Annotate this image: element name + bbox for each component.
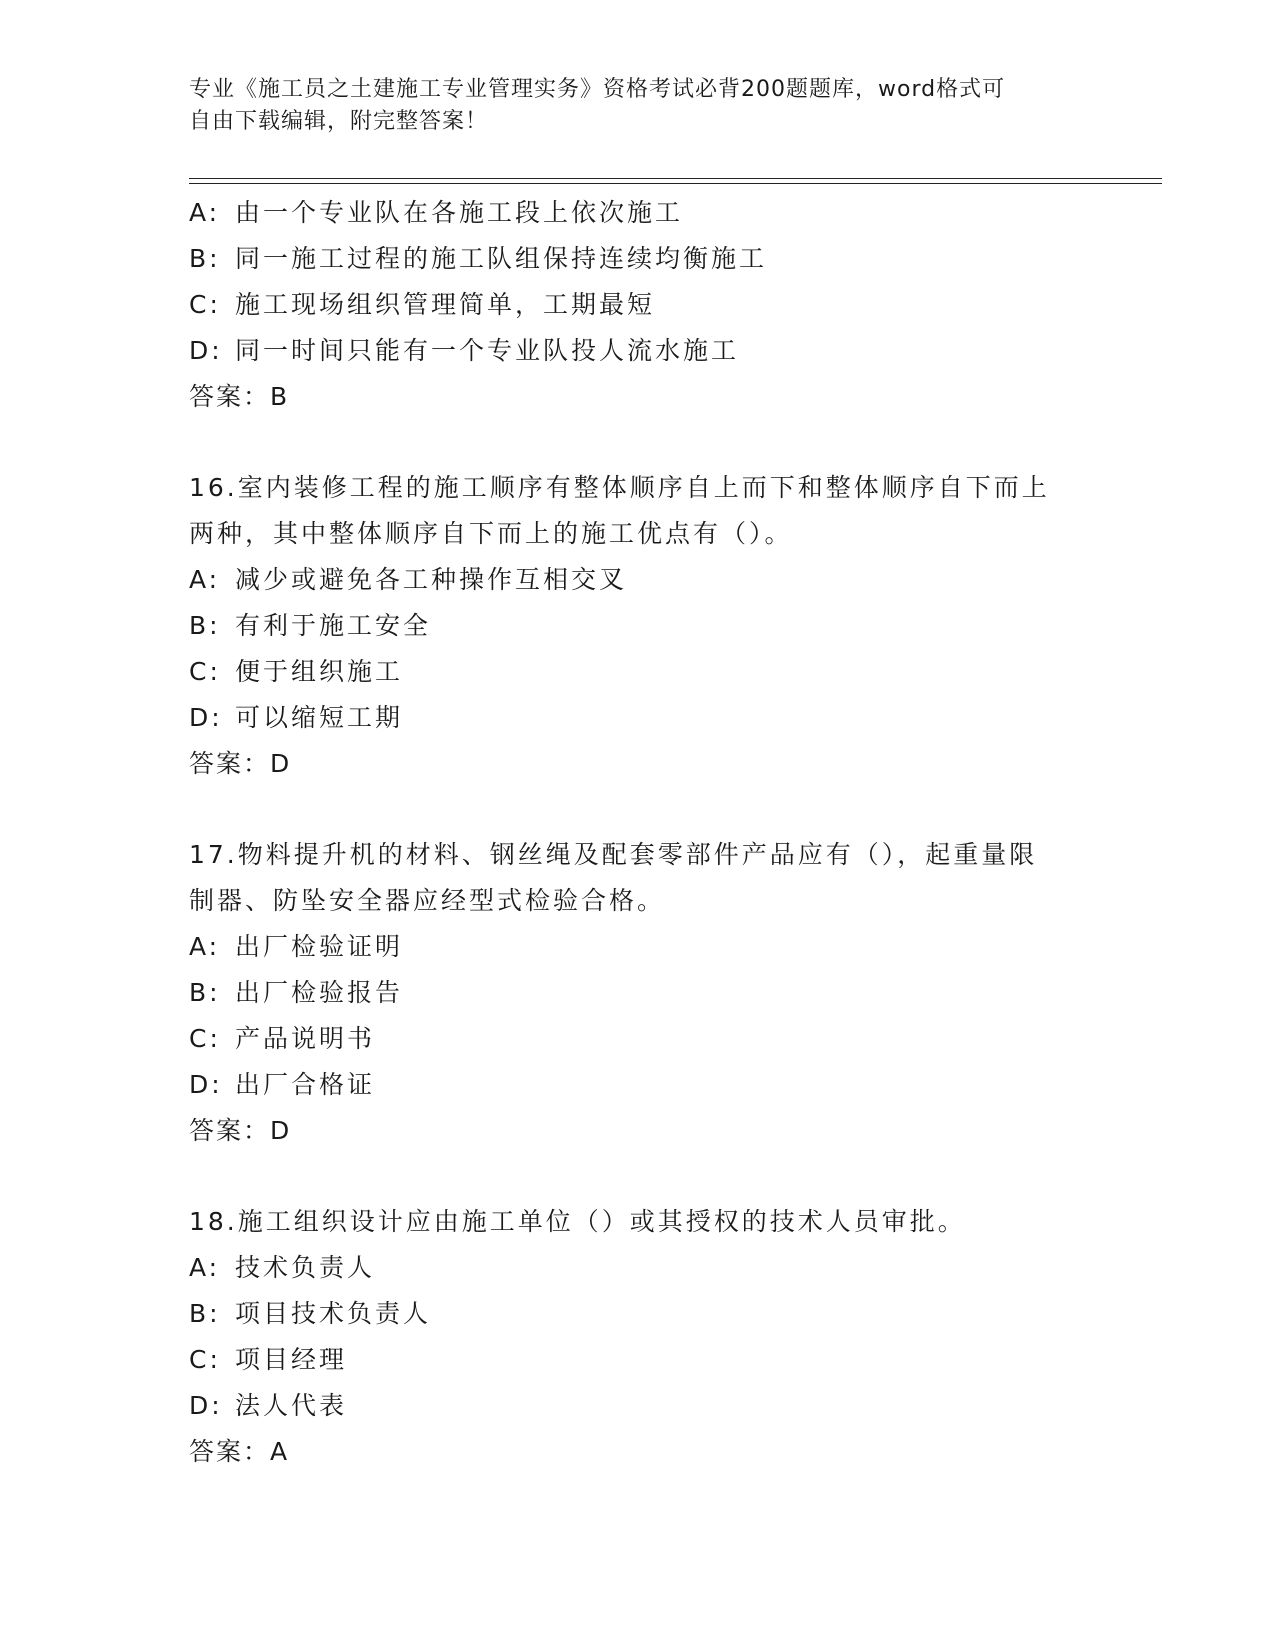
option-letter: C: [189,1024,221,1053]
option-letter: C: [189,657,221,686]
option-text: 由一个专业队在各施工段上依次施工 [235,198,684,227]
spacer [189,1154,1109,1199]
option-text: 便于组织施工 [235,657,404,686]
option-letter: B: [189,1299,221,1328]
answer: 答案：D [189,1116,292,1145]
option-text: 出厂检验报告 [235,978,404,1007]
question-stem-line-1: 18.施工组织设计应由施工单位（）或其授权的技术人员审批。 [189,1207,966,1236]
option-text: 法人代表 [235,1391,348,1420]
question-stem-line-2: 制器、防坠安全器应经型式检验合格。 [189,886,666,915]
option-d [189,1062,1109,1108]
option-d [189,328,1109,374]
header-divider-bottom [189,183,1162,184]
spacer [189,787,1109,832]
option-letter: B: [189,978,221,1007]
answer: 答案：B [189,382,290,411]
option-text: 项目技术负责人 [235,1299,432,1328]
question-stem-line-1: 16.室内装修工程的施工顺序有整体顺序自上而下和整体顺序自下而上 [189,473,1050,502]
question-list [189,190,1109,1475]
option-a [189,924,1109,970]
option-b [189,970,1109,1016]
option-c [189,649,1109,695]
option-letter: D: [189,336,223,365]
option-letter: A: [189,565,221,594]
option-letter: D: [189,703,223,732]
option-text: 项目经理 [235,1345,348,1374]
option-letter: A: [189,1253,221,1282]
option-a [189,1245,1109,1291]
option-b [189,236,1109,282]
option-letter: D: [189,1070,223,1099]
option-c [189,1016,1109,1062]
option-b [189,1291,1109,1337]
option-text: 技术负责人 [235,1253,376,1282]
header-divider-top [189,178,1162,179]
question-stem-line-1: 17.物料提升机的材料、钢丝绳及配套零部件产品应有（），起重量限 [189,840,1038,869]
option-letter: A: [189,198,221,227]
option-text: 有利于施工安全 [235,611,432,640]
option-text: 出厂合格证 [235,1070,376,1099]
option-text: 同一时间只能有一个专业队投人流水施工 [235,336,740,365]
option-text: 减少或避免各工种操作互相交叉 [235,565,628,594]
option-d [189,695,1109,741]
option-a [189,190,1109,236]
option-text: 同一施工过程的施工队组保持连续均衡施工 [235,244,768,273]
option-letter: B: [189,611,221,640]
option-text: 产品说明书 [235,1024,376,1053]
option-text: 出厂检验证明 [235,932,404,961]
header-line-2: 自由下载编辑，附完整答案！ [189,109,489,134]
question-15 [189,190,1109,420]
option-d [189,1383,1109,1429]
spacer [189,420,1109,465]
header-line-1: 专业《施工员之土建施工专业管理实务》资格考试必背200题题库，word格式可 [189,77,1006,102]
option-text: 可以缩短工期 [235,703,404,732]
option-letter: B: [189,244,221,273]
document-header [189,74,1089,138]
option-b [189,603,1109,649]
option-a [189,557,1109,603]
option-letter: D: [189,1391,223,1420]
question-17 [189,832,1109,1154]
option-letter: C: [189,290,221,319]
answer: 答案：D [189,749,292,778]
question-18 [189,1199,1109,1475]
option-text: 施工现场组织管理简单，工期最短 [235,290,656,319]
option-letter: C: [189,1345,221,1374]
question-stem-line-2: 两种，其中整体顺序自下而上的施工优点有（）。 [189,519,793,548]
question-16 [189,465,1109,787]
option-c [189,282,1109,328]
answer: 答案：A [189,1437,290,1466]
option-c [189,1337,1109,1383]
option-letter: A: [189,932,221,961]
